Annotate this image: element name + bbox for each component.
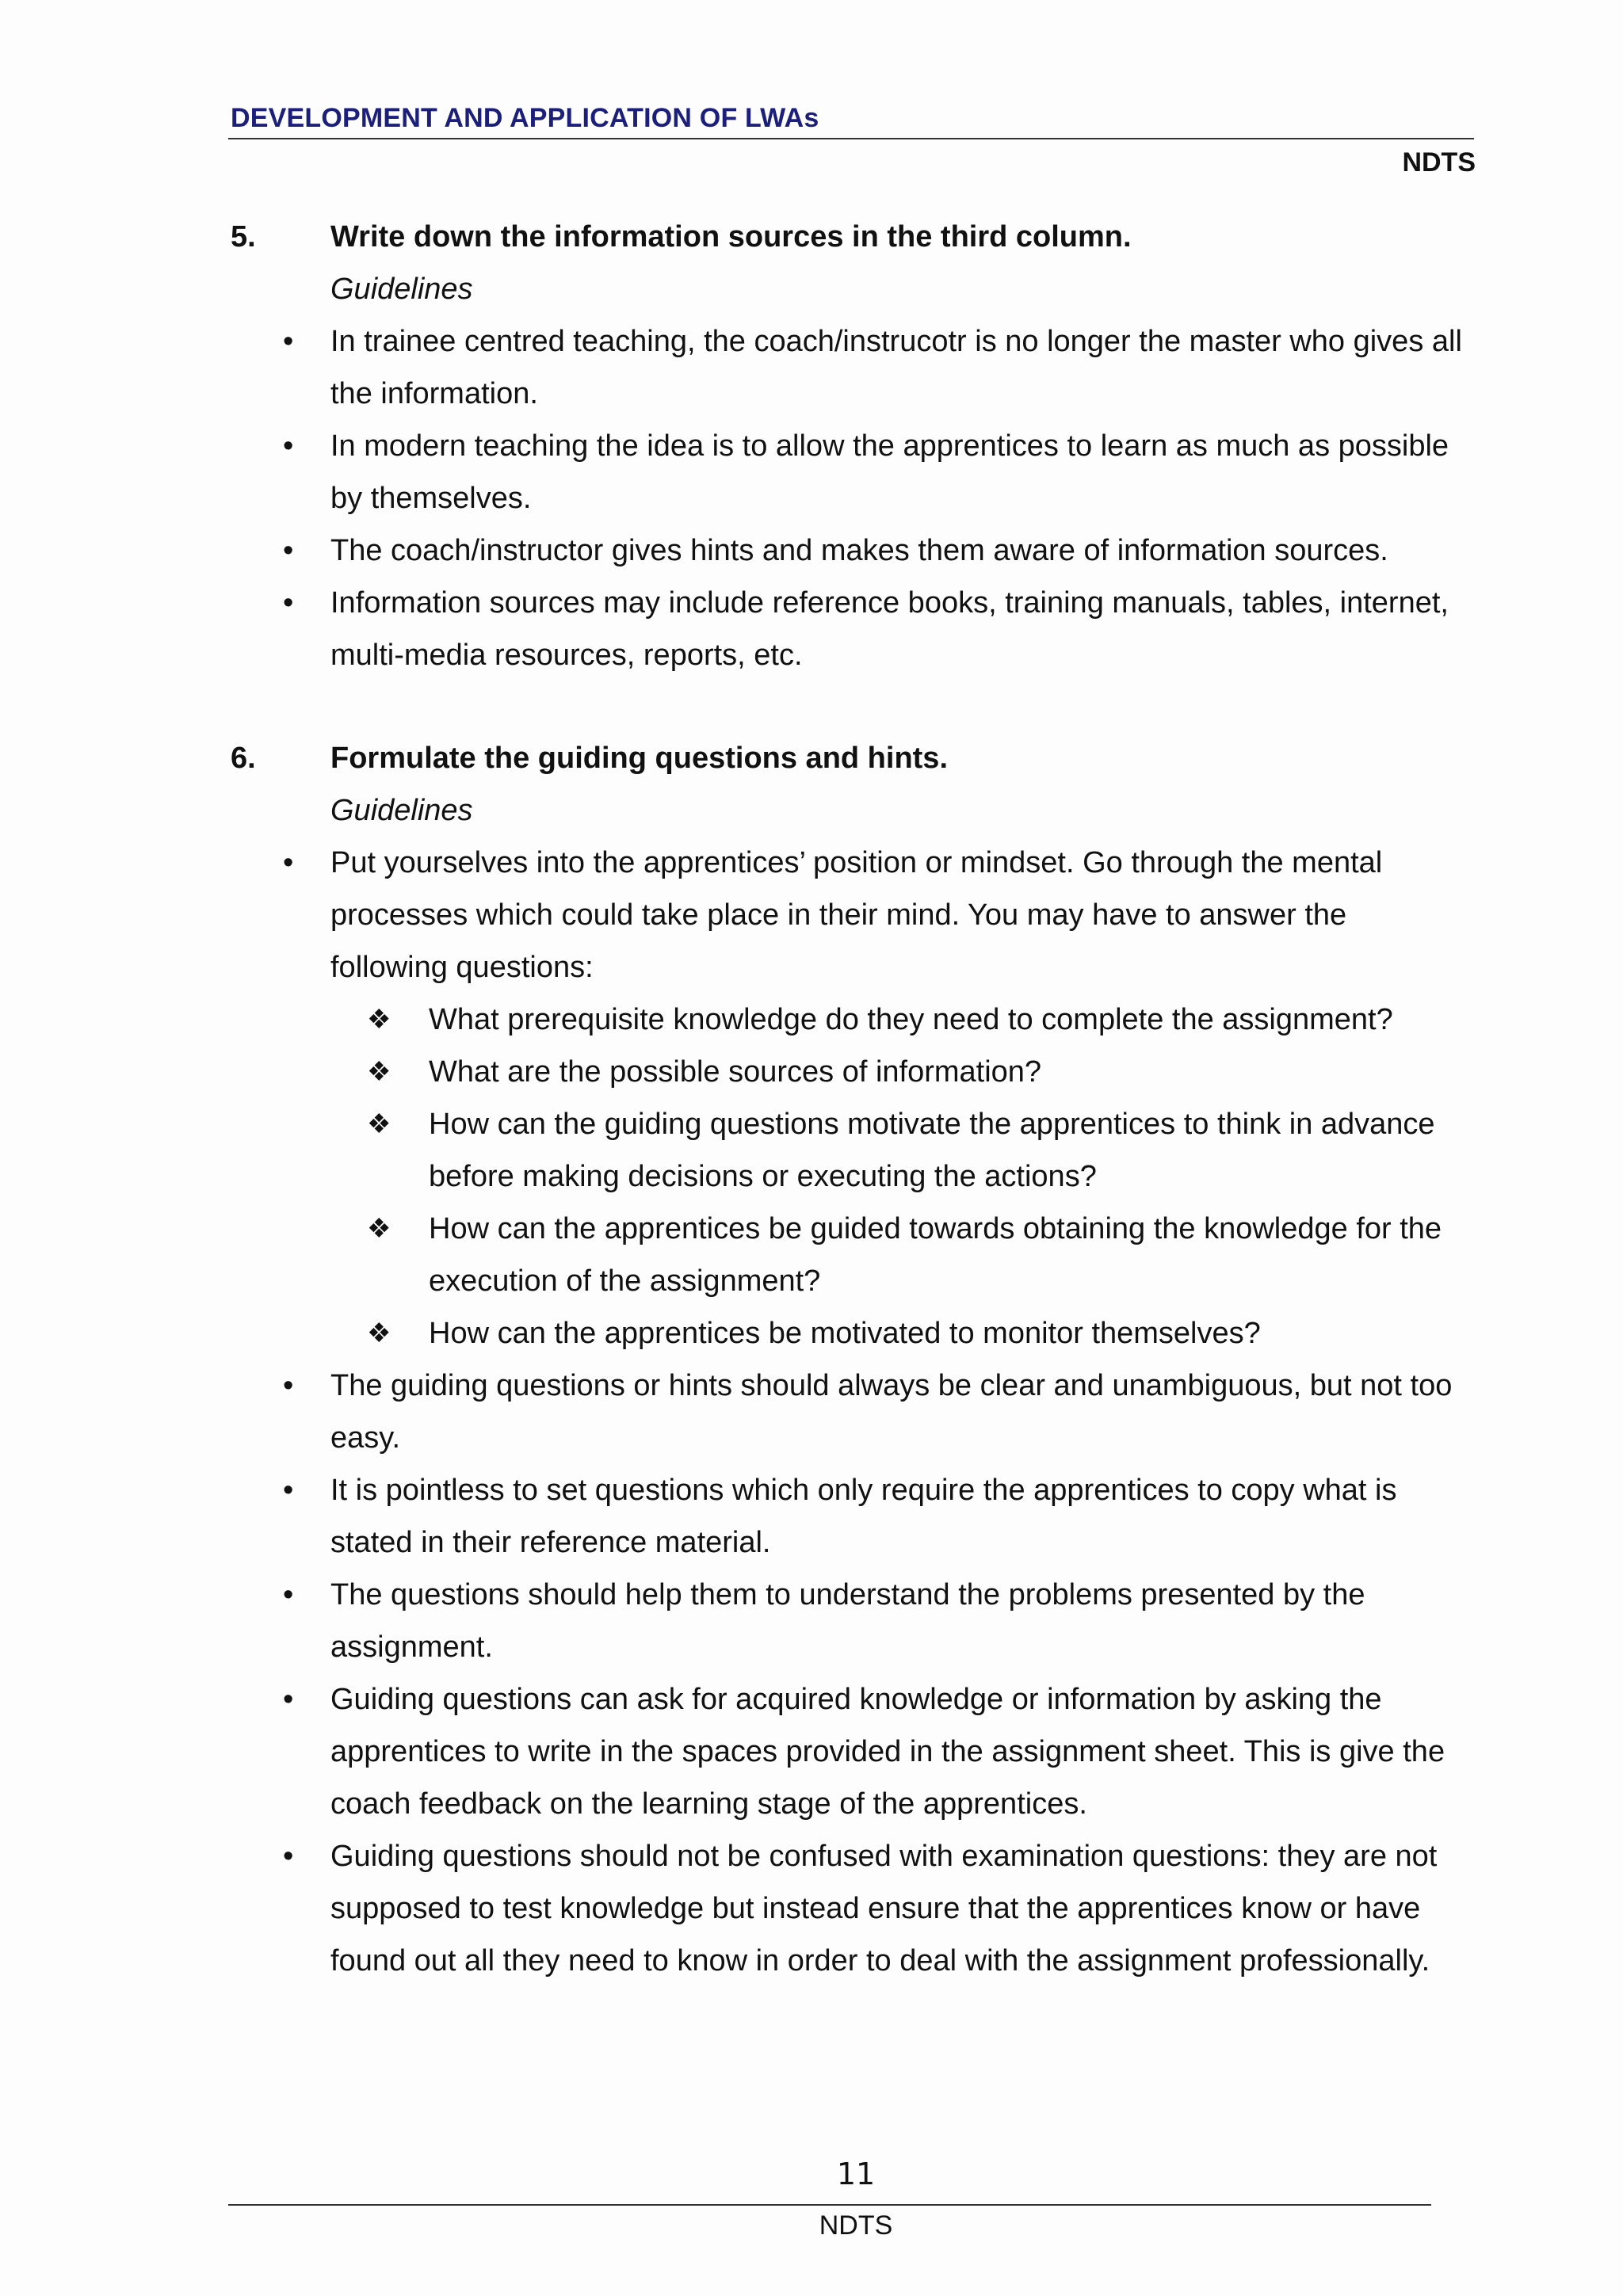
bullet-icon: • (283, 1474, 294, 1507)
list-item-text: Guiding questions should not be confused with examination questions: they are not supposed to test knowledge but instead ensure that the apprentices know or have found out all they need to know in order to deal with the assignment professionally. (330, 1840, 1438, 1978)
list-item-text: Put yourselves into the apprentices’ position or mindset. Go through the mental processes which could take place in their mind. You may have to answer the following questions: (330, 846, 1383, 984)
sub-list-item-text: What prerequisite knowledge do they need to complete the assignment? (429, 1003, 1393, 1036)
diamond-bullet-icon: ❖ (367, 1005, 391, 1035)
footer-label: NDTS (819, 2210, 893, 2241)
list-item (231, 315, 1475, 420)
list-item (231, 420, 1475, 524)
header-title: DEVELOPMENT AND APPLICATION OF LWAs (231, 103, 819, 133)
bullet-icon: • (283, 1683, 294, 1716)
list-item-text: The questions should help them to understand the problems presented by the assignment. (330, 1578, 1365, 1664)
list-item (231, 1569, 1475, 1673)
sub-list-item (231, 1098, 1475, 1203)
section-number: 5. (231, 220, 256, 254)
header-rule (228, 138, 1474, 139)
sub-list-item (231, 1307, 1475, 1360)
bullet-icon: • (283, 534, 294, 567)
section-5 (231, 211, 1475, 681)
bullet-icon: • (283, 1369, 294, 1402)
bullet-icon: • (283, 1840, 294, 1873)
sub-list-item-text: How can the apprentices be guided towards obtaining the knowledge for the execution of the assignment? (429, 1212, 1442, 1298)
sub-list-item (231, 1203, 1475, 1307)
guidelines-label: Guidelines (330, 273, 473, 306)
sub-list-item (231, 994, 1475, 1046)
list-item (231, 1830, 1475, 1987)
sub-list-item-text: How can the apprentices be motivated to monitor themselves? (429, 1317, 1261, 1350)
section-heading (231, 211, 1475, 263)
diamond-bullet-icon: ❖ (367, 1318, 391, 1348)
diamond-bullet-icon: ❖ (367, 1109, 391, 1139)
list-item-text: It is pointless to set questions which only require the apprentices to copy what is stated in their reference material. (330, 1474, 1397, 1559)
section-6 (231, 732, 1475, 1987)
section-title: Formulate the guiding questions and hints. (330, 742, 948, 775)
diamond-bullet-icon: ❖ (367, 1214, 391, 1244)
list-item (231, 577, 1475, 681)
section-heading (231, 732, 1475, 784)
list-item (231, 1673, 1475, 1830)
list-item-text: In trainee centred teaching, the coach/instrucotr is no longer the master who gives all the information. (330, 325, 1462, 410)
bullet-icon: • (283, 846, 294, 879)
bullet-icon: • (283, 1578, 294, 1611)
list-item (231, 1464, 1475, 1569)
list-item (231, 1360, 1475, 1464)
bullet-icon: • (283, 586, 294, 620)
bullet-icon: • (283, 429, 294, 463)
page-number: 11 (836, 2157, 876, 2191)
page-content (231, 211, 1475, 1987)
list-item-text: In modern teaching the idea is to allow the apprentices to learn as much as possible by themselves. (330, 429, 1449, 515)
list-item (231, 837, 1475, 994)
section-number: 6. (231, 742, 256, 775)
list-item-text: Information sources may include reference books, training manuals, tables, internet, multi-media resources, reports, etc. (330, 586, 1449, 672)
sub-list-item-text: How can the guiding questions motivate the apprentices to think in advance before making decisions or executing the actions? (429, 1108, 1435, 1193)
diamond-bullet-icon: ❖ (367, 1057, 391, 1087)
header-right-label: NDTS (1402, 147, 1476, 177)
sub-list-item-text: What are the possible sources of information? (429, 1055, 1042, 1089)
guidelines-label: Guidelines (330, 794, 473, 827)
section-title: Write down the information sources in the third column. (330, 220, 1132, 254)
list-item (231, 524, 1475, 577)
sub-list-item (231, 1046, 1475, 1098)
list-item-text: The coach/instructor gives hints and makes them aware of information sources. (330, 534, 1388, 567)
list-item-text: The guiding questions or hints should always be clear and unambiguous, but not too easy. (330, 1369, 1453, 1455)
list-item-text: Guiding questions can ask for acquired knowledge or information by asking the apprentices to write in the spaces provided in the assignment sheet. This is give the coach feedback on the learning stage of the apprentices. (330, 1683, 1445, 1821)
footer-rule (228, 2204, 1431, 2206)
section-spacer (231, 681, 1475, 732)
bullet-icon: • (283, 325, 294, 358)
